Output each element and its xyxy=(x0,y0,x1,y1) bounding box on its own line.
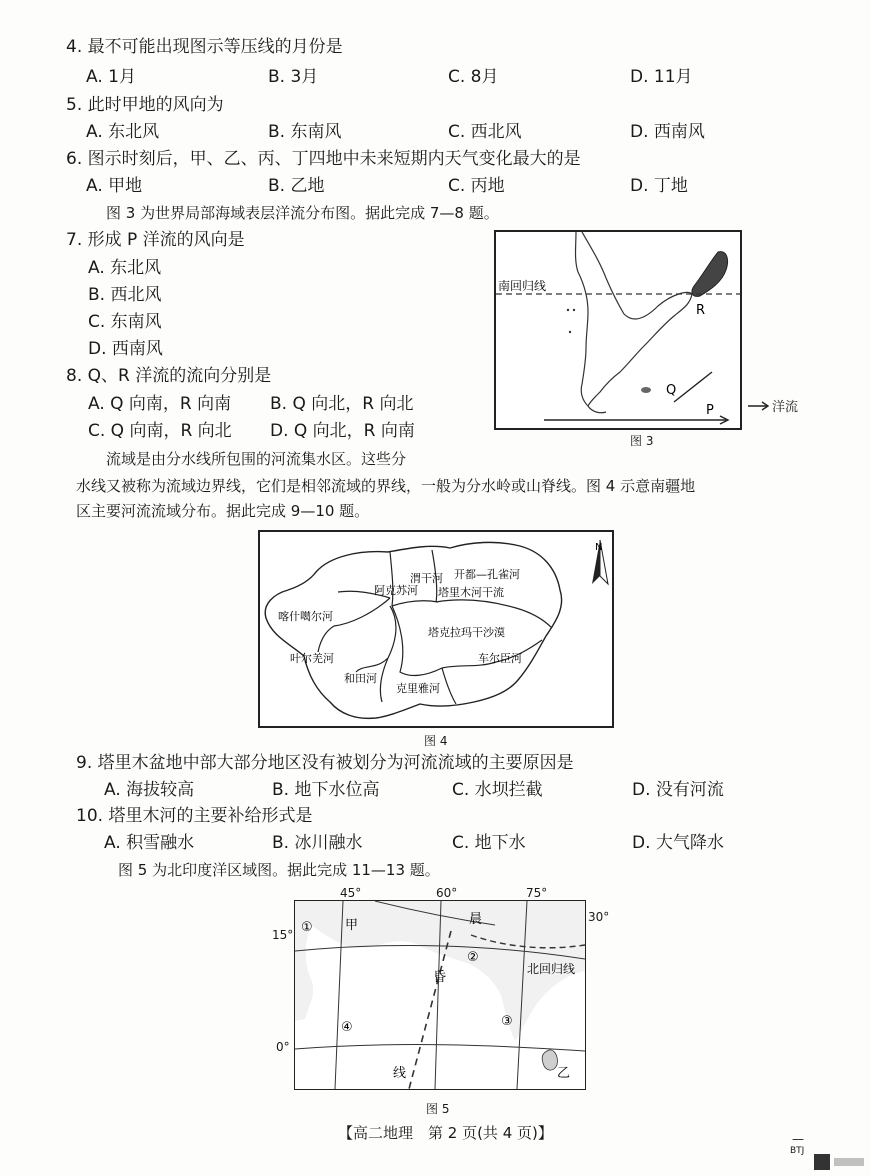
q4-option-d: D. 11月 xyxy=(630,67,693,87)
q10-option-d: D. 大气降水 xyxy=(632,833,724,853)
q9-option-b: B. 地下水位高 xyxy=(272,780,380,800)
intro-figure-3: 图 3 为世界局部海域表层洋流分布图。据此完成 7—8 题。 xyxy=(106,204,499,222)
q8-stem: 8. Q、R 洋流的流向分别是 xyxy=(66,366,272,386)
lat-label-30: 30° xyxy=(588,910,610,924)
corner-subtext: BTJ xyxy=(790,1146,805,1156)
marker-3: ③ xyxy=(501,1014,513,1029)
q10-option-c: C. 地下水 xyxy=(452,833,526,853)
north-arrow-icon xyxy=(592,540,608,584)
lat-label-15: 15° xyxy=(272,928,294,942)
sri-lanka-outline xyxy=(542,1050,557,1070)
basin-label-hotan: 和田河 xyxy=(344,672,377,685)
q10-option-a: A. 积雪融水 xyxy=(104,833,195,853)
place-label-yi: 乙 xyxy=(557,1066,571,1081)
island-dot xyxy=(567,309,569,311)
intro-figure-4-line2: 水线又被称为流域边界线，它们是相邻流域的界线，一般为分水岭或山脊线。图 4 示意南疆地 xyxy=(76,477,696,495)
svg-text:N: N xyxy=(595,542,603,553)
q7-option-b: B. 西北风 xyxy=(88,285,162,305)
marker-1: ① xyxy=(301,920,313,935)
q7-stem: 7. 形成 P 洋流的风向是 xyxy=(66,230,245,250)
q7-option-a: A. 东北风 xyxy=(88,258,162,278)
q9-stem: 9. 塔里木盆地中部大部分地区没有被划分为河流流域的主要原因是 xyxy=(76,753,574,773)
q9-option-a: A. 海拔较高 xyxy=(104,780,195,800)
intro-figure-4-line3: 区主要河流流域分布。据此完成 9—10 题。 xyxy=(76,502,370,520)
basin-label-cherchen: 车尔臣河 xyxy=(478,652,522,665)
q10-option-b: B. 冰川融水 xyxy=(272,833,363,853)
q6-stem: 6. 图示时刻后，甲、乙、丙、丁四地中未来短期内天气变化最大的是 xyxy=(66,149,581,169)
current-q-arrow xyxy=(674,372,712,402)
basin-label-keriya: 克里雅河 xyxy=(396,682,440,695)
q4-option-c: C. 8月 xyxy=(448,67,499,87)
basin-label-taklamakan: 塔克拉玛干沙漠 xyxy=(428,626,505,639)
current-q-label: Q xyxy=(666,383,677,398)
q8-option-c: C. Q 向南，R 向北 xyxy=(88,421,232,441)
lon-label-45: 45° xyxy=(340,886,362,900)
q7-option-c: C. 东南风 xyxy=(88,312,162,332)
figure-3-svg xyxy=(496,232,740,428)
current-r-label: R xyxy=(696,303,706,318)
q6-option-c: C. 丙地 xyxy=(448,176,505,196)
basin-label-weigan: 渭干河 xyxy=(410,572,443,585)
figure-3-map xyxy=(494,230,742,430)
terminator-line xyxy=(409,931,451,1089)
page-footer: 【高二地理 第 2 页(共 4 页)】 xyxy=(338,1124,553,1142)
intro-figure-5: 图 5 为北印度洋区域图。据此完成 11—13 题。 xyxy=(118,861,440,879)
basin-label-aksu: 阿克苏河 xyxy=(374,584,418,597)
q4-stem: 4. 最不可能出现图示等压线的月份是 xyxy=(66,37,343,57)
current-p-label: P xyxy=(706,403,714,418)
q8-option-b: B. Q 向北，R 向北 xyxy=(270,394,414,414)
basin-label-tarim-mainstream: 塔里木河干流 xyxy=(438,586,504,599)
legend-current-icon xyxy=(748,396,770,406)
place-label-jia: 甲 xyxy=(345,918,359,933)
place-label-xian: 线 xyxy=(393,1066,407,1081)
tropic-label: 南回归线 xyxy=(498,279,547,293)
basin-label-kaidu-kongque: 开都—孔雀河 xyxy=(454,568,520,581)
figure-4-caption: 图 4 xyxy=(424,734,448,748)
q4-option-b: B. 3月 xyxy=(268,67,319,87)
lon-label-75: 75° xyxy=(526,886,548,900)
q6-option-d: D. 丁地 xyxy=(630,176,688,196)
figure-5-map xyxy=(294,900,586,1090)
q8-option-d: D. Q 向北，R 向南 xyxy=(270,421,415,441)
figure-4-map xyxy=(258,530,614,728)
marker-2: ② xyxy=(467,950,479,965)
q9-option-d: D. 没有河流 xyxy=(632,780,724,800)
q7-option-d: D. 西南风 xyxy=(88,339,163,359)
q6-option-b: B. 乙地 xyxy=(268,176,325,196)
q9-option-c: C. 水坝拦截 xyxy=(452,780,543,800)
q5-stem: 5. 此时甲地的风向为 xyxy=(66,95,224,115)
figure-3-caption: 图 3 xyxy=(630,434,654,448)
lon-label-60: 60° xyxy=(436,886,458,900)
watermark-logo-icon xyxy=(834,1158,864,1166)
basin-label-kashgar: 喀什噶尔河 xyxy=(278,610,333,623)
q5-option-c: C. 西北风 xyxy=(448,122,522,142)
tropic-cancer-label: 北回归线 xyxy=(527,962,576,976)
figure-5-svg xyxy=(295,901,585,1089)
intro-figure-4-line1: 流域是由分水线所包围的河流集水区。这些分 xyxy=(106,450,407,468)
legend-current-label: 洋流 xyxy=(772,400,799,415)
qr-code-icon xyxy=(814,1154,830,1170)
place-label-chen: 晨 xyxy=(469,912,483,927)
falkland-islands xyxy=(641,387,651,393)
q4-option-a: A. 1月 xyxy=(86,67,136,87)
corner-mark: — xyxy=(792,1132,804,1146)
q5-option-a: A. 东北风 xyxy=(86,122,160,142)
marker-4: ④ xyxy=(341,1020,353,1035)
basin-label-yarkand: 叶尔羌河 xyxy=(290,652,334,665)
figure-5-caption: 图 5 xyxy=(426,1102,450,1116)
q5-option-b: B. 东南风 xyxy=(268,122,342,142)
q8-option-a: A. Q 向南，R 向南 xyxy=(88,394,232,414)
island-dot xyxy=(573,309,575,311)
current-r-shaded xyxy=(692,252,728,297)
q10-stem: 10. 塔里木河的主要补给形式是 xyxy=(76,806,313,826)
lat-label-0: 0° xyxy=(276,1040,290,1054)
place-label-hun: 昏 xyxy=(433,970,447,985)
q6-option-a: A. 甲地 xyxy=(86,176,143,196)
figure-4-svg xyxy=(260,532,612,726)
q5-option-d: D. 西南风 xyxy=(630,122,705,142)
island-dot xyxy=(569,331,571,333)
